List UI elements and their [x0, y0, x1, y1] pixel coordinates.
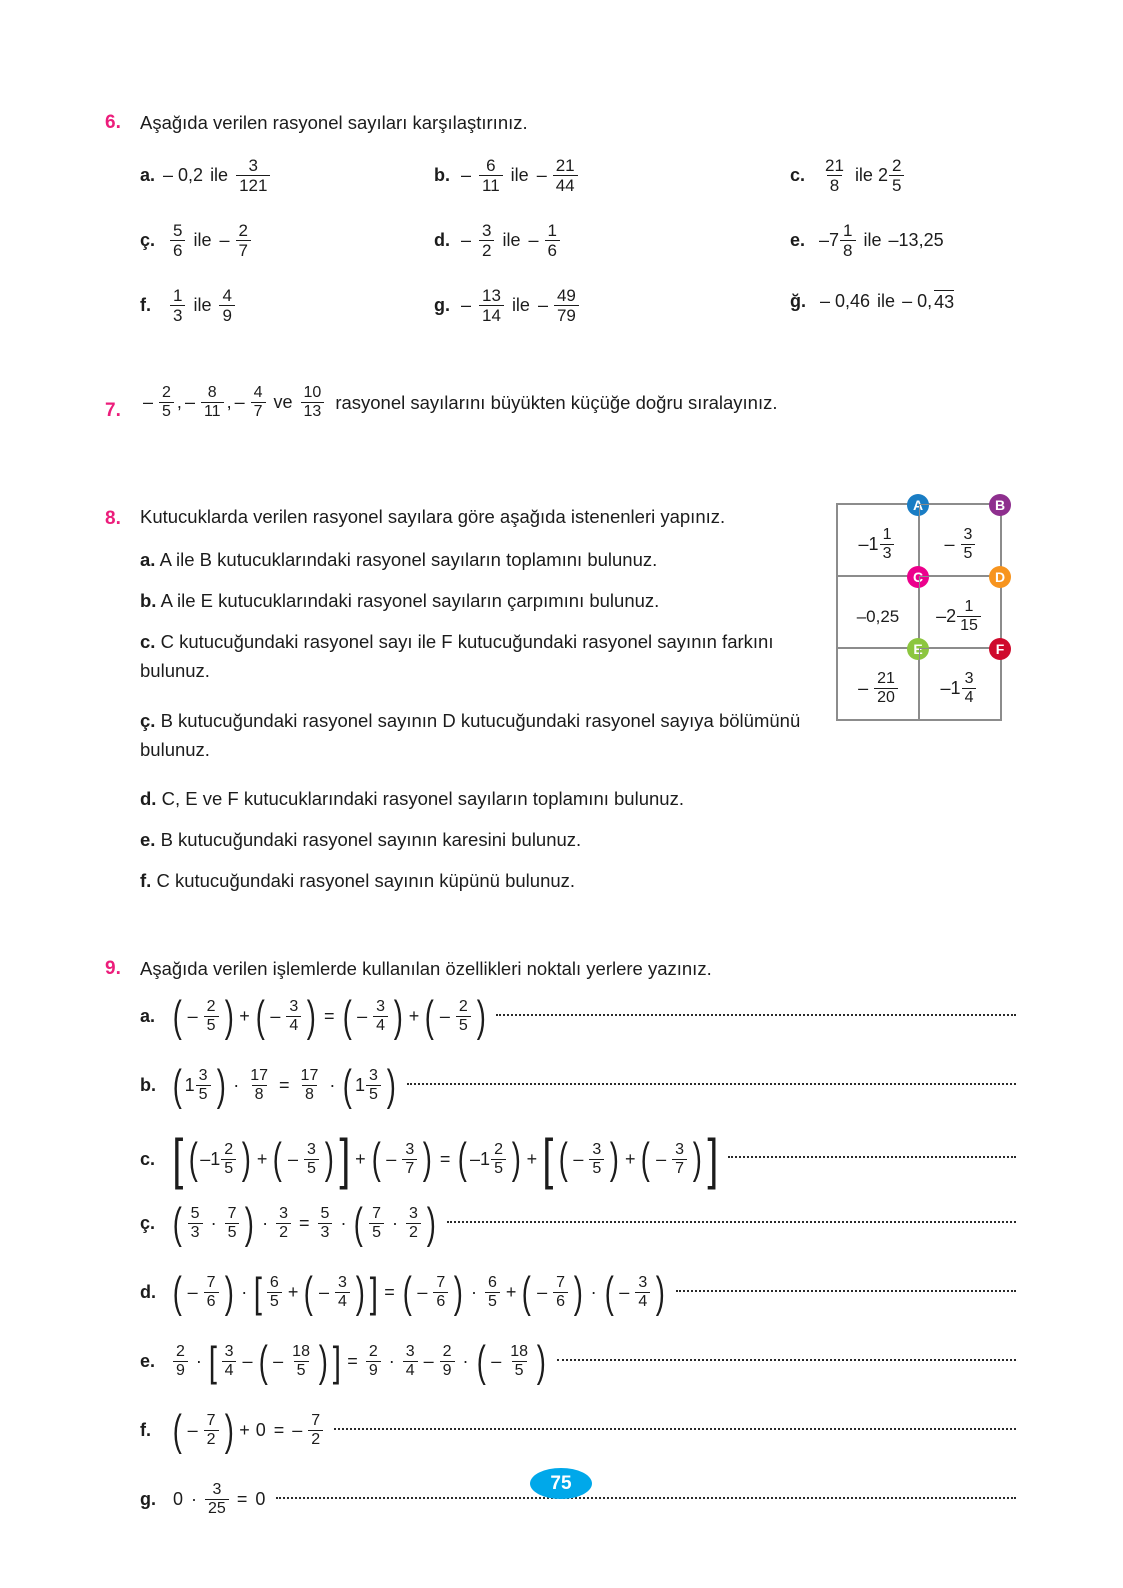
- q9-item-e: [140, 1336, 1016, 1386]
- q9-item-b-expression: ( 1 $\frac{3}{5}$ ) · $\frac{17}{8}$ = $\frac{17}{8}$ · ( 1 $\frac{3}{5}$ ): [172, 1060, 396, 1110]
- box-cell-c-value: –0,25: [856, 606, 900, 626]
- q9-item-a: [140, 991, 1016, 1041]
- question-8-title: Kutucuklarda verilen rasyonel sayılara göre aşağıda istenenleri yapınız.: [140, 506, 726, 527]
- q9-item-c-cedilla: [140, 1198, 1016, 1248]
- q8-item-c-label: c.: [140, 631, 156, 652]
- badge-f-icon: F: [989, 638, 1011, 660]
- q6-item-a: [140, 157, 273, 195]
- page-number-badge: 75: [530, 1468, 592, 1499]
- question-9-title: Aşağıda verilen işlemlerde kullanılan özellikleri noktalı yerlere yazınız.: [140, 958, 712, 979]
- q6-item-cc-label: ç.: [140, 230, 156, 251]
- badge-c-icon: C: [907, 566, 929, 588]
- q6-item-g-left-fraction: $\frac{13}{14}$: [479, 287, 504, 325]
- q7-sign-1: –: [143, 392, 154, 413]
- question-6-title: Aşağıda verilen rasyonel sayıları karşılaştırınız.: [140, 112, 528, 133]
- q6-item-e-left-mixed: –7 $\frac{1}{8}$: [819, 222, 859, 260]
- q6-item-gg-right-prefix: – 0,: [902, 291, 933, 311]
- q8-item-cc-label: ç.: [140, 710, 156, 731]
- box-cell-f: [919, 641, 1005, 720]
- q9-item-c: [140, 1127, 1016, 1190]
- q6-item-b-left-fraction: $\frac{6}{11}$: [479, 157, 503, 195]
- q7-fraction-1: $\frac{2}{5}$: [159, 385, 174, 421]
- question-9-number: 9.: [105, 958, 121, 979]
- q6-item-d-right-sign: –: [528, 230, 539, 251]
- q6-item-c-connector: ile: [854, 165, 873, 186]
- q6-item-d-left-sign: –: [461, 230, 472, 251]
- q9-item-c-answer-blank[interactable]: [728, 1156, 1016, 1158]
- q6-item-a-connector: ile: [210, 165, 229, 186]
- q9-item-a-answer-blank[interactable]: [496, 1014, 1016, 1016]
- q7-fraction-4: $\frac{10}{13}$: [301, 385, 325, 421]
- q9-item-f-answer-blank[interactable]: [334, 1428, 1016, 1430]
- box-cell-a: [837, 497, 924, 576]
- q9-item-d-label: d.: [140, 1282, 156, 1303]
- q8-item-d-text: C, E ve F kutucuklarındaki rasyonel sayıların toplamını bulunuz.: [161, 788, 684, 809]
- q7-ve: ve: [273, 392, 293, 413]
- q9-item-b-answer-blank[interactable]: [407, 1083, 1016, 1085]
- rational-number-box-grid: [836, 497, 1006, 721]
- question-8-number: 8.: [105, 508, 121, 529]
- q9-item-cc-answer-blank[interactable]: [447, 1221, 1016, 1223]
- q6-item-f-right-fraction: $\frac{4}{9}$: [219, 287, 234, 325]
- q7-tail-text: rasyonel sayılarını büyükten küçüğe doğru sıralayınız.: [335, 391, 778, 413]
- box-cell-e-value: – $\frac{21}{20}$: [855, 671, 901, 707]
- box-cell-c: [837, 569, 924, 648]
- q9-item-a-expression: ( – $\frac{2}{5}$ ) + ( – $\frac{3}{4}$ ) = ( – $\frac{3}{4}$ ) + ( – $\frac{2}{5}$ ): [172, 991, 486, 1041]
- q8-item-f-label: f.: [140, 870, 152, 891]
- q6-item-d-label: d.: [434, 230, 450, 251]
- q8-item-cc-text: B kutucuğundaki rasyonel sayının D kutucuğundaki rasyonel sayıya bölümünü bulunuz.: [140, 710, 801, 760]
- q6-item-c-cedilla: [140, 222, 254, 260]
- q9-item-d-expression: ( – $\frac{7}{6}$ ) · [ $\frac{6}{5}$ + ( – $\frac{3}{4}$ ) ] = ( – $\frac{7}{6}$ ) · $\frac{6}{5}$ + ( – $\frac{7}{6}$ ) · ( – $\frac{3}{4}$ ): [172, 1267, 666, 1317]
- q8-item-c-cedilla: [140, 707, 830, 764]
- q8-item-f: [140, 867, 830, 896]
- q6-item-e-label: e.: [790, 230, 806, 251]
- q6-item-c-label: c.: [790, 165, 806, 186]
- badge-b-icon: B: [989, 494, 1011, 516]
- q7-comma-2: ,: [226, 392, 232, 413]
- q8-item-a-text: A ile B kutucuklarındaki rasyonel sayıların toplamını bulunuz.: [159, 549, 658, 570]
- q6-item-a-left: – 0,2: [163, 165, 204, 186]
- box-cell-a-value: –1 $\frac{1}{3}$: [859, 527, 898, 563]
- q8-item-f-text: C kutucuğundaki rasyonel sayının küpünü bulunuz.: [156, 870, 576, 891]
- q8-item-d: [140, 785, 830, 814]
- q6-item-e: [790, 222, 946, 260]
- q9-item-a-label: a.: [140, 1006, 156, 1027]
- q6-item-b-left-sign: –: [461, 165, 472, 186]
- box-cell-b-value: – $\frac{3}{5}$: [942, 527, 979, 563]
- q9-item-b-label: b.: [140, 1075, 156, 1096]
- q6-item-d: [434, 222, 563, 260]
- q9-item-e-expression: $\frac{2}{9}$ · [ $\frac{3}{4}$ – ( – $\frac{18}{5}$ ) ] = $\frac{2}{9}$ · $\frac{3}{4}$ – $\frac{2}{9}$ · ( – $\frac{18}{5}$ ): [170, 1344, 549, 1380]
- q6-item-a-right-fraction: $\frac{3}{121}$: [236, 157, 270, 195]
- q6-item-c-left-fraction: $\frac{21}{8}$: [825, 156, 844, 196]
- q6-item-a-label: a.: [140, 165, 156, 186]
- q6-item-g-right-fraction: $\frac{49}{79}$: [554, 287, 579, 325]
- q6-item-e-right: –13,25: [888, 230, 944, 251]
- q9-item-f-expression: ( – $\frac{7}{2}$ ) + 0 = – $\frac{7}{2}$: [170, 1413, 326, 1449]
- q9-item-d-answer-blank[interactable]: [676, 1290, 1016, 1292]
- q6-item-f-connector: ile: [193, 295, 212, 316]
- q6-item-f-left-fraction: $\frac{1}{3}$: [170, 287, 185, 325]
- q7-sign-2: –: [184, 392, 195, 413]
- q6-item-cc-left-fraction: $\frac{5}{6}$: [170, 222, 185, 260]
- q9-item-cc-expression: ( $\frac{5}{3}$ · $\frac{7}{5}$ ) · $\frac{3}{2}$ = $\frac{5}{3}$ · ( $\frac{7}{5}$ · $\frac{3}{2}$ ): [172, 1198, 436, 1248]
- q6-item-cc-right-sign: –: [219, 230, 230, 251]
- q6-item-gg-repeating-digits: 43: [934, 292, 955, 312]
- badge-d-icon: D: [989, 566, 1011, 588]
- q6-item-gg-connector: ile: [877, 291, 896, 311]
- q9-item-g-answer-blank[interactable]: [276, 1497, 1016, 1499]
- box-cell-b: [919, 497, 1006, 576]
- q6-item-g-left-sign: –: [461, 295, 472, 316]
- q8-item-c-text: C kutucuğundaki rasyonel sayı ile F kutucuğundaki rasyonel sayının farkını bulunuz.: [140, 631, 774, 681]
- q9-item-g-expression: 0 · $\frac{3}{25}$ = 0: [173, 1481, 266, 1518]
- q8-item-d-label: d.: [140, 788, 157, 809]
- q8-item-b: [140, 587, 830, 616]
- q9-item-c-label: c.: [140, 1148, 156, 1169]
- q6-item-cc-right-fraction: $\frac{2}{7}$: [236, 222, 251, 260]
- question-6-number: 6.: [105, 112, 121, 133]
- question-7-number: 7.: [105, 400, 121, 421]
- q7-comma-1: ,: [176, 392, 182, 413]
- q8-item-b-label: b.: [140, 590, 157, 611]
- q8-item-b-text: A ile E kutucuklarındaki rasyonel sayıların çarpımını bulunuz.: [160, 590, 660, 611]
- q9-item-e-label: e.: [140, 1351, 156, 1372]
- q6-item-e-connector: ile: [863, 230, 882, 251]
- box-cell-d-value: –2 $\frac{1}{15}$: [936, 599, 984, 635]
- q6-item-d-connector: ile: [502, 230, 521, 251]
- q9-item-f: [140, 1405, 1016, 1455]
- q8-item-c: [140, 628, 830, 685]
- q6-item-d-left-fraction: $\frac{3}{2}$: [479, 222, 494, 260]
- q9-item-f-label: f.: [140, 1420, 151, 1441]
- q6-item-b-right-fraction: $\frac{21}{44}$: [553, 157, 578, 195]
- q6-item-gg-left-value: – 0,46: [820, 291, 871, 311]
- q7-sign-3: –: [234, 392, 245, 413]
- q8-item-a: [140, 546, 830, 575]
- box-cell-e: [837, 641, 923, 720]
- q9-item-g-label: g.: [140, 1489, 156, 1510]
- q9-item-cc-label: ç.: [140, 1213, 156, 1234]
- q6-item-f: [140, 287, 238, 325]
- q8-item-e-label: e.: [140, 829, 156, 850]
- q7-fraction-3: $\frac{4}{7}$: [251, 385, 266, 421]
- q6-item-f-label: f.: [140, 295, 151, 316]
- q6-item-gg-label: ğ.: [790, 291, 806, 311]
- q9-item-e-answer-blank[interactable]: [557, 1359, 1016, 1361]
- badge-e-icon: E: [907, 638, 929, 660]
- q6-item-g-breve: [790, 290, 954, 313]
- q9-item-c-expression: [ ( –1 $\frac{2}{5}$ ) + ( – $\frac{3}{5}$ ) ] + ( – $\frac{3}{7}$ ) = ( –1 $\frac{2}{5}$ ) + [ ( – $\frac{3}{5}$ ) + ( – $\frac{3}{7}$ ) ]: [172, 1127, 718, 1190]
- q8-item-a-label: a.: [140, 549, 156, 570]
- q6-item-g-right-sign: –: [537, 295, 548, 316]
- q8-item-e: [140, 826, 830, 855]
- q6-item-c: [790, 157, 907, 195]
- q6-item-b: [434, 157, 581, 195]
- q9-item-d: [140, 1267, 1016, 1317]
- q6-item-b-right-sign: –: [536, 165, 547, 186]
- q7-fraction-2: $\frac{8}{11}$: [201, 385, 224, 421]
- q6-item-b-connector: ile: [510, 165, 529, 186]
- q6-item-cc-connector: ile: [193, 230, 212, 251]
- box-cell-d: [919, 569, 1006, 648]
- q6-item-d-right-fraction: $\frac{1}{6}$: [545, 222, 560, 260]
- q8-item-e-text: B kutucuğundaki rasyonel sayının karesini bulunuz.: [160, 829, 582, 850]
- q6-item-c-right-mixed: 2 $\frac{2}{5}$: [878, 157, 907, 195]
- q6-item-b-label: b.: [434, 165, 450, 186]
- q6-item-g-label: g.: [434, 295, 450, 316]
- q9-item-b: [140, 1060, 1016, 1110]
- question-7-row: [140, 385, 778, 421]
- box-cell-f-value: –1 $\frac{3}{4}$: [941, 671, 980, 707]
- badge-a-icon: A: [907, 494, 929, 516]
- q6-item-g-connector: ile: [511, 295, 530, 316]
- q6-item-g: [434, 287, 582, 325]
